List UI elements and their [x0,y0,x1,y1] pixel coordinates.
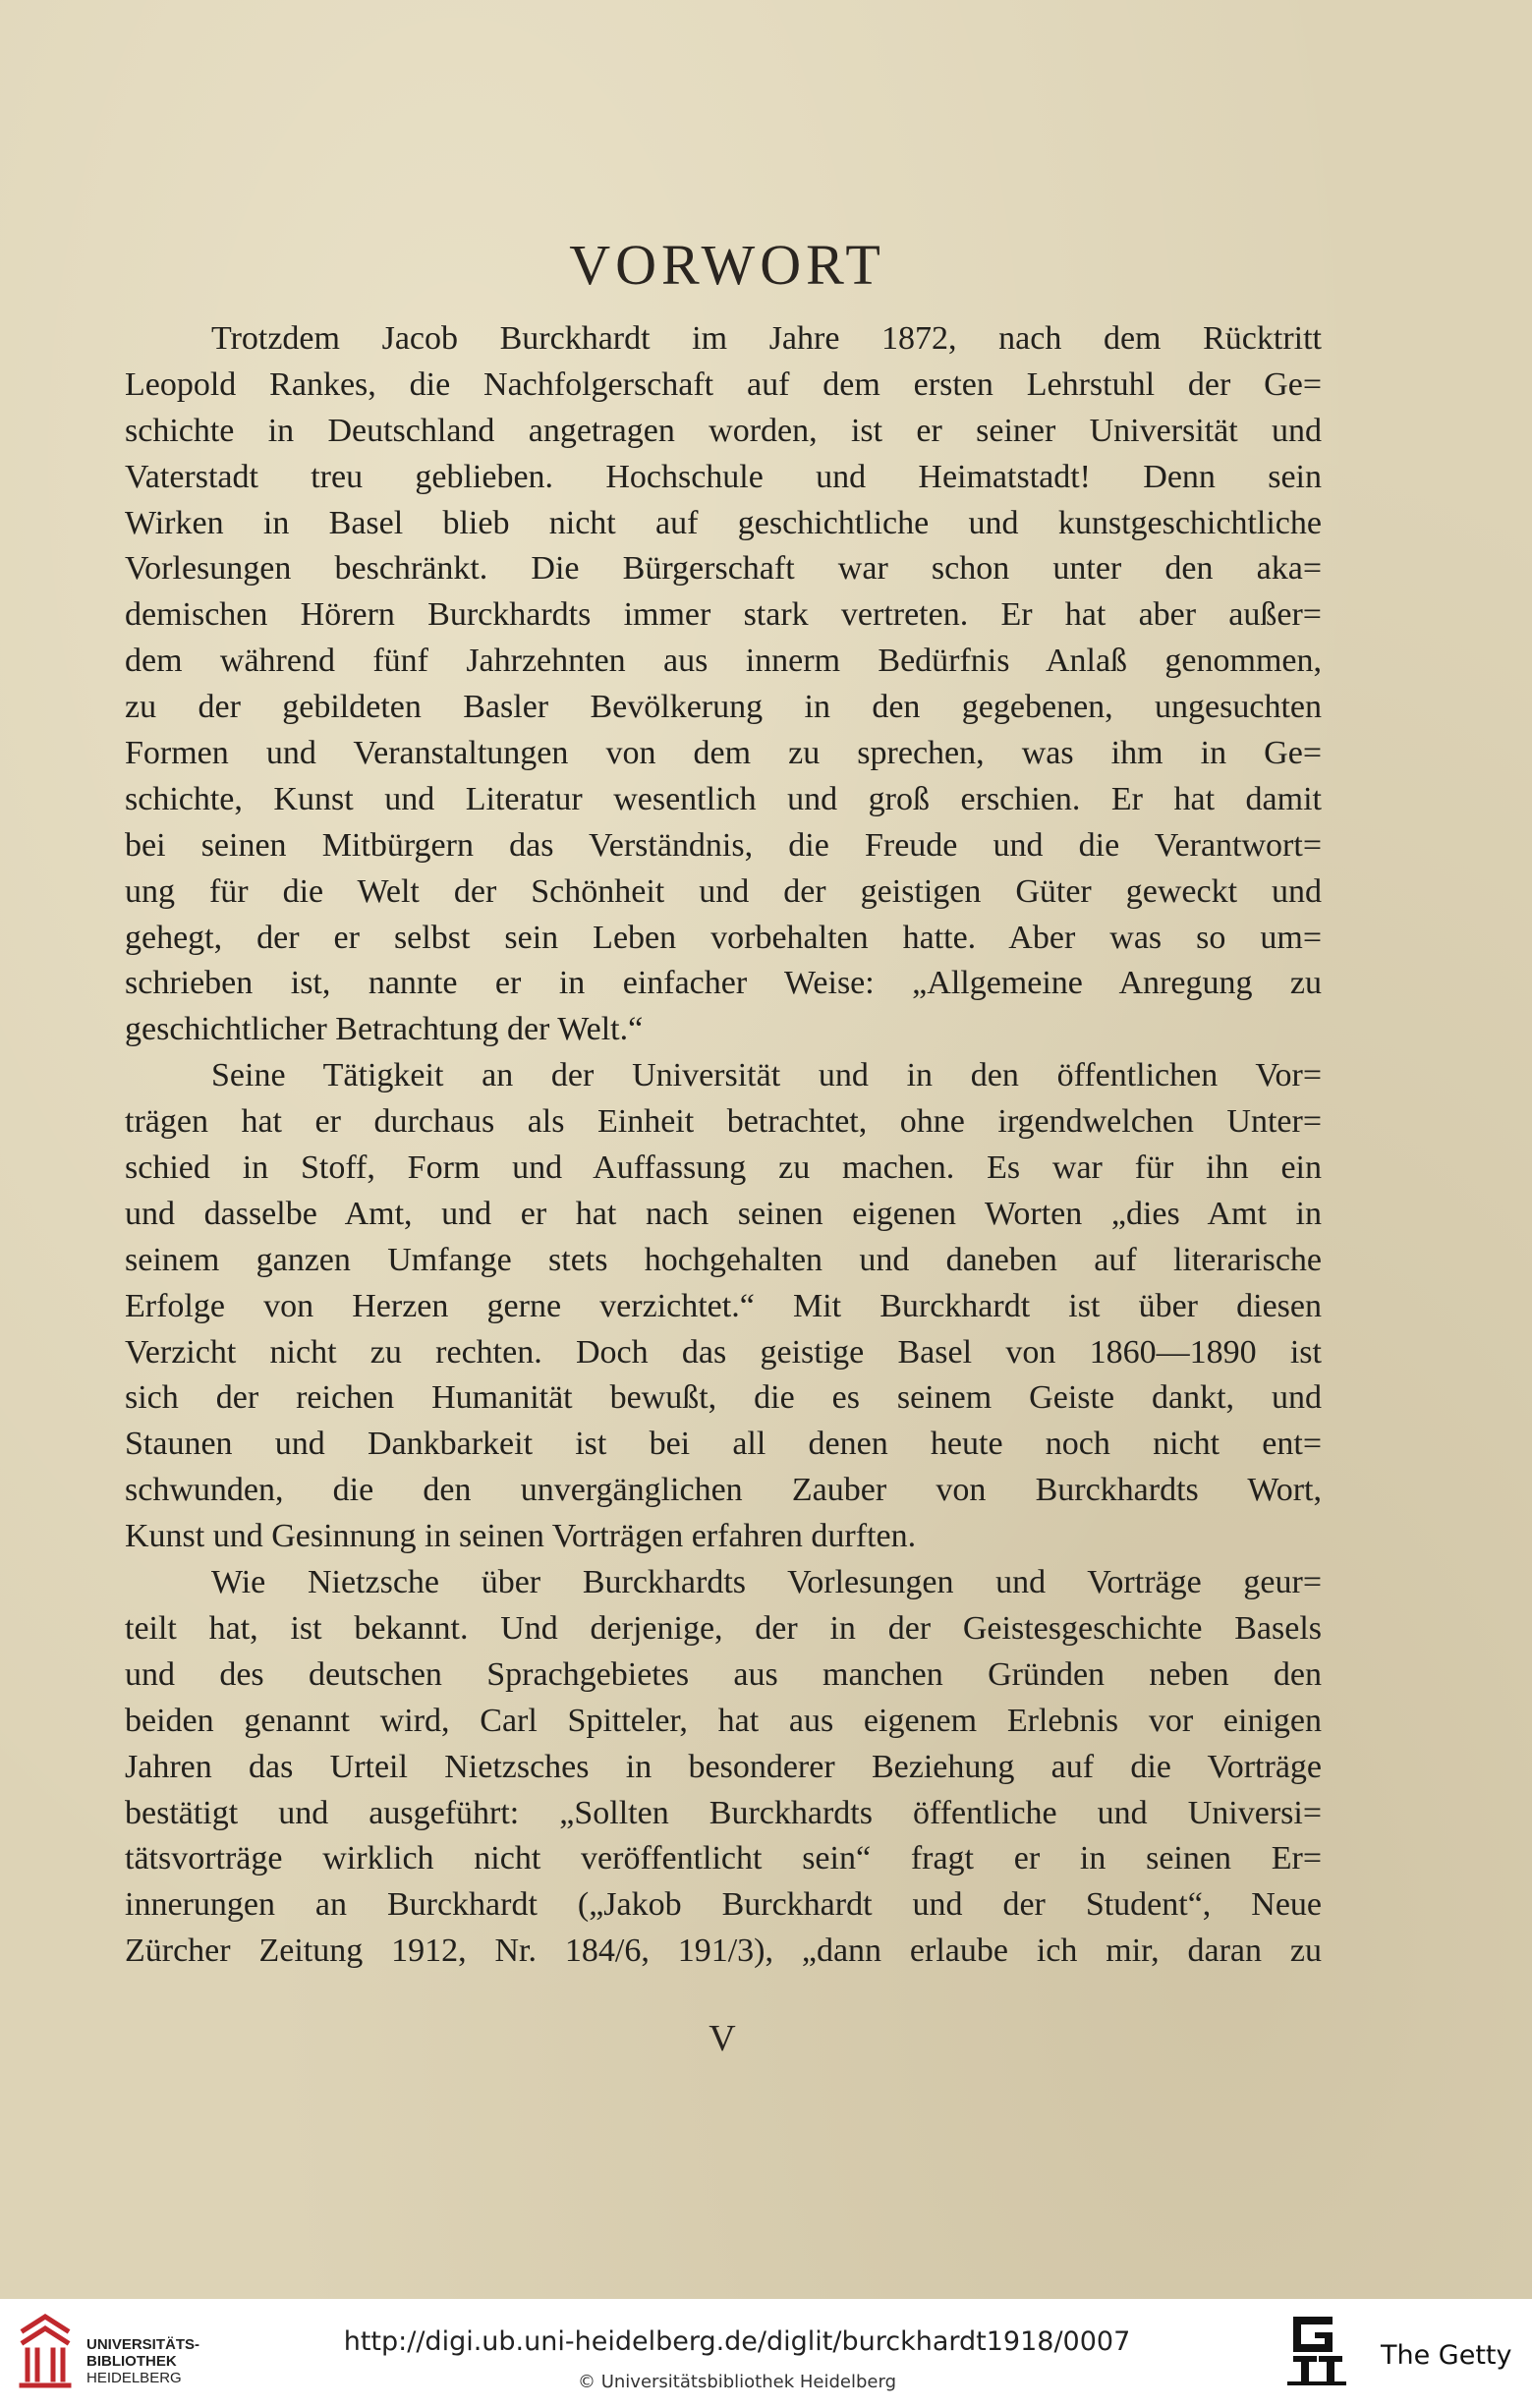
text-line: Wirken in Basel blieb nicht auf geschichtliche und kunstgeschichtliche [125,504,1322,541]
getty-logo[interactable] [1287,2313,1523,2397]
ub-logo-line3: HEIDELBERG [86,2370,182,2386]
text-line: und dasselbe Amt, und er hat nach seinen eigenen Worten „dies Amt in [125,1195,1322,1232]
text-line: Staunen und Dankbarkeit ist bei all denen heute noch nicht ent= [125,1426,1322,1463]
text-line: Zürcher Zeitung 1912, Nr. 184/6, 191/3), „dann erlaube ich mir, daran zu [125,1932,1322,1970]
ub-logo-line2: BIBLIOTHEK [86,2353,177,2370]
text-line: Kunst und Gesinnung in seinen Vorträgen erfahren durften. [125,1518,917,1555]
getty-logo-text: The Getty [1381,2340,1512,2371]
text-line: Jahren das Urteil Nietzsches in besonderer Beziehung auf die Vorträge [125,1748,1322,1785]
text-line: ung für die Welt der Schönheit und der geistigen Güter geweckt und [125,872,1322,910]
text-line: Seine Tätigkeit an der Universität und in den öffentlichen Vor= [211,1057,1322,1094]
text-line: zu der gebildeten Basler Bevölkerung in den gegebenen, ungesuchten [125,689,1322,726]
text-line: Formen und Veranstaltungen von dem zu sprechen, was ihm in Ge= [125,735,1322,772]
text-line: Erfolge von Herzen gerne verzichtet.“ Mit Burckhardt ist über diesen [125,1287,1322,1324]
text-line: beiden genannt wird, Carl Spitteler, hat aus eigenem Erlebnis vor einigen [125,1702,1322,1739]
text-line: demischen Hörern Burckhardts immer stark vertreten. Er hat aber außer= [125,596,1322,634]
text-line: sich der reichen Humanität bewußt, die es seinem Geiste dankt, und [125,1379,1322,1417]
text-line: schichte, Kunst und Literatur wesentlich und groß erschien. Er hat damit [125,780,1322,817]
text-line: schied in Stoff, Form und Auffassung zu machen. Es war für ihn ein [125,1149,1322,1187]
text-line: Trotzdem Jacob Burckhardt im Jahre 1872, nach dem Rücktritt [211,320,1322,357]
permalink-url[interactable]: http://digi.ub.uni-heidelberg.de/diglit/burckhardt1918/0007 [343,2326,1131,2357]
text-line: schichte in Deutschland angetragen worden, ist er seiner Universität und [125,412,1322,449]
text-line: und des deutschen Sprachgebietes aus manchen Gründen neben den [125,1655,1322,1693]
text-line: innerungen an Burckhardt („Jakob Burckhardt und der Student“, Neue [125,1886,1322,1924]
ub-logo-text [86,2336,199,2386]
ub-heidelberg-logo[interactable] [16,2311,200,2399]
text-line: tätsvorträge wirklich nicht veröffentlicht sein“ fragt er in seinen Er= [125,1840,1322,1877]
text-line: geschichtlicher Betrachtung der Welt.“ [125,1011,644,1048]
text-line: bestätigt und ausgeführt: „Sollten Burckhardts öffentliche und Universi= [125,1794,1322,1831]
text-line: Vaterstadt treu geblieben. Hochschule und Heimatstadt! Denn sein [125,458,1322,495]
copyright-notice: © Universitätsbibliothek Heidelberg [577,2372,896,2392]
text-line: dem während fünf Jahrzehnten aus innerm Bedürfnis Anlaß genommen, [125,643,1322,680]
text-line: schrieben ist, nannte er in einfacher Weise: „Allgemeine Anregung zu [125,965,1322,1002]
body-text [125,316,1322,1975]
text-line: teilt hat, ist bekannt. Und derjenige, der in der Geistesgeschichte Basels [125,1609,1322,1647]
ub-logo-line1: UNIVERSITÄTS- [86,2336,200,2353]
text-line: seinem ganzen Umfange stets hochgehalten und daneben auf literarische [125,1241,1322,1278]
text-line: Leopold Rankes, die Nachfolgerschaft auf dem ersten Lehrstuhl der Ge= [125,365,1322,403]
ub-logo-icon [16,2311,75,2391]
text-line: Verzicht nicht zu rechten. Doch das geistige Basel von 1860—1890 ist [125,1333,1322,1371]
text-line: trägen hat er durchaus als Einheit betrachtet, ohne irgendwelchen Unter= [125,1103,1322,1141]
text-line: bei seinen Mitbürgern das Verständnis, die Freude und die Verantwort= [125,826,1322,864]
text-line: Wie Nietzsche über Burckhardts Vorlesungen und Vorträge geur= [211,1564,1322,1601]
footer-bar [0,2299,1532,2408]
page-number: V [709,2018,736,2059]
getty-logo-icon [1287,2313,1350,2391]
text-line: schwunden, die den unvergänglichen Zauber von Burckhardts Wort, [125,1472,1322,1509]
text-line: gehegt, der er selbst sein Leben vorbehalten hatte. Aber was so um= [125,919,1322,956]
text-line: Vorlesungen beschränkt. Die Bürgerschaft war schon unter den aka= [125,550,1322,588]
page-heading: VORWORT [569,233,885,297]
